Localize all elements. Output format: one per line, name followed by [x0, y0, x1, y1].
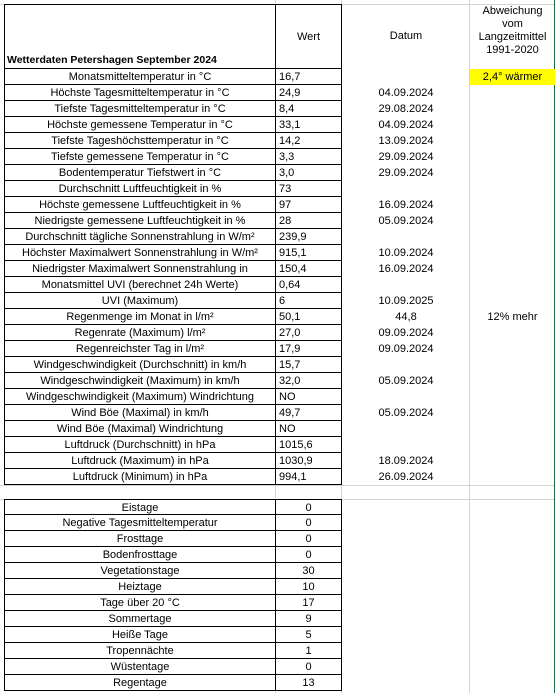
row-label[interactable]: Regenrate (Maximum) l/m²: [4, 325, 276, 341]
table-row: [4, 627, 342, 643]
row-value[interactable]: 32,0: [276, 373, 342, 389]
row-date[interactable]: 44,8: [395, 311, 417, 323]
table-row: [4, 149, 551, 165]
table-row: [4, 595, 342, 611]
row-date[interactable]: [342, 437, 470, 453]
row-label[interactable]: Luftdruck (Minimum) in hPa: [4, 469, 276, 485]
row-date[interactable]: 29.09.2024: [378, 167, 434, 179]
row-value[interactable]: 97: [276, 197, 342, 213]
table-row: [4, 675, 342, 691]
table-row: [4, 515, 342, 531]
header-wert[interactable]: Wert: [276, 4, 342, 69]
row-label[interactable]: Höchste gemessene Luftfeuchtigkeit in %: [4, 197, 276, 213]
row-deviation[interactable]: [470, 373, 555, 389]
row-label[interactable]: Luftdruck (Maximum) in hPa: [4, 453, 276, 469]
row-deviation[interactable]: [470, 357, 555, 373]
row-date[interactable]: [342, 389, 470, 405]
row-date[interactable]: [342, 69, 470, 85]
row-deviation[interactable]: [470, 101, 555, 117]
row-date[interactable]: 10.09.2025: [378, 295, 434, 307]
day-label[interactable]: Heiztage: [4, 579, 276, 595]
row-value[interactable]: 1015,6: [276, 437, 342, 453]
day-label[interactable]: Bodenfrosttage: [4, 547, 276, 563]
title-cell[interactable]: [4, 4, 276, 69]
table-row: [4, 421, 551, 437]
row-label[interactable]: Windgeschwindigkeit (Maximum) Windrichtung: [4, 389, 276, 405]
row-date[interactable]: 04.09.2024: [378, 87, 434, 99]
row-date[interactable]: 09.09.2024: [378, 327, 434, 339]
row-label[interactable]: Regenmenge im Monat in l/m²: [4, 309, 276, 325]
row-value[interactable]: 0,64: [276, 277, 342, 293]
row-deviation[interactable]: [470, 341, 555, 357]
row-label[interactable]: Durchschnitt tägliche Sonnenstrahlung in W/m²: [4, 229, 276, 245]
row-label[interactable]: Luftdruck (Durchschnitt) in hPa: [4, 437, 276, 453]
table-row: [4, 165, 551, 181]
row-date[interactable]: 29.08.2024: [378, 103, 434, 115]
row-label[interactable]: Durchschnitt Luftfeuchtigkeit in %: [4, 181, 276, 197]
day-value[interactable]: 9: [276, 611, 342, 627]
day-label[interactable]: Vegetationstage: [4, 563, 276, 579]
row-value[interactable]: 6: [276, 293, 342, 309]
row-value[interactable]: NO: [276, 389, 342, 405]
row-label[interactable]: Wind Böe (Maximal) Windrichtung: [4, 421, 276, 437]
table-row: [4, 101, 551, 117]
table-row: [4, 229, 551, 245]
row-label[interactable]: Monatsmitteltemperatur in °C: [4, 69, 276, 85]
table-row: [4, 373, 551, 389]
row-deviation[interactable]: [470, 405, 555, 421]
table-row: [4, 547, 342, 563]
day-value[interactable]: 1: [276, 643, 342, 659]
row-value[interactable]: 28: [276, 213, 342, 229]
row-value[interactable]: 1030,9: [276, 453, 342, 469]
row-label[interactable]: Wind Böe (Maximal) in km/h: [4, 405, 276, 421]
row-date[interactable]: 16.09.2024: [378, 199, 434, 211]
day-value[interactable]: 0: [276, 499, 342, 515]
row-value[interactable]: 3,3: [276, 149, 342, 165]
row-deviation[interactable]: 12% mehr: [487, 311, 538, 323]
day-value[interactable]: 0: [276, 515, 342, 531]
day-value[interactable]: 10: [276, 579, 342, 595]
header-datum[interactable]: Datum: [389, 30, 423, 42]
table-row: [4, 181, 551, 197]
day-value[interactable]: 17: [276, 595, 342, 611]
table-row: [4, 389, 551, 405]
row-value[interactable]: NO: [276, 421, 342, 437]
day-label[interactable]: Wüstentage: [4, 659, 276, 675]
row-deviation[interactable]: [470, 213, 555, 229]
row-deviation[interactable]: [470, 389, 555, 405]
row-deviation[interactable]: [470, 277, 555, 293]
row-date[interactable]: 05.09.2024: [378, 375, 434, 387]
table-row: [4, 341, 551, 357]
row-label[interactable]: Tiefste Tageshöchsttemperatur in °C: [4, 133, 276, 149]
row-value[interactable]: 15,7: [276, 357, 342, 373]
row-date[interactable]: 05.09.2024: [378, 407, 434, 419]
day-value[interactable]: 0: [276, 547, 342, 563]
row-value[interactable]: 150,4: [276, 261, 342, 277]
row-deviation[interactable]: [470, 181, 555, 197]
row-value[interactable]: 994,1: [276, 469, 342, 485]
row-deviation[interactable]: [470, 117, 555, 133]
row-label[interactable]: Niedrigste gemessene Luftfeuchtigkeit in %: [4, 213, 276, 229]
day-label[interactable]: Eistage: [4, 499, 276, 515]
row-date[interactable]: 10.09.2024: [378, 247, 434, 259]
row-deviation[interactable]: [470, 85, 555, 101]
row-value[interactable]: 3,0: [276, 165, 342, 181]
day-value[interactable]: 5: [276, 627, 342, 643]
row-value[interactable]: 27,0: [276, 325, 342, 341]
table-row: [4, 117, 551, 133]
table-row: [4, 643, 342, 659]
day-value[interactable]: 0: [276, 531, 342, 547]
row-date[interactable]: [342, 229, 470, 245]
day-label[interactable]: Frosttage: [4, 531, 276, 547]
table-row: [4, 213, 551, 229]
row-deviation[interactable]: [470, 133, 555, 149]
day-label[interactable]: Sommertage: [4, 611, 276, 627]
table-row: [4, 611, 342, 627]
table-row: [4, 197, 551, 213]
row-label[interactable]: Höchste Tagesmitteltemperatur in °C: [4, 85, 276, 101]
table-row: [4, 293, 551, 309]
row-date[interactable]: [342, 277, 470, 293]
row-deviation[interactable]: [470, 229, 555, 245]
row-date[interactable]: 09.09.2024: [378, 343, 434, 355]
row-date[interactable]: 26.09.2024: [378, 471, 434, 483]
table-row: [4, 405, 551, 421]
row-deviation[interactable]: [470, 165, 555, 181]
row-value[interactable]: 14,2: [276, 133, 342, 149]
row-label[interactable]: Höchste gemessene Temperatur in °C: [4, 117, 276, 133]
row-date[interactable]: 05.09.2024: [378, 215, 434, 227]
row-deviation[interactable]: [470, 197, 555, 213]
table-row: [4, 499, 342, 515]
day-value[interactable]: 13: [276, 675, 342, 691]
row-deviation[interactable]: [470, 293, 555, 309]
day-label[interactable]: Heiße Tage: [4, 627, 276, 643]
row-label[interactable]: Niedrigster Maximalwert Sonnenstrahlung in: [4, 261, 276, 277]
row-date[interactable]: 04.09.2024: [378, 119, 434, 131]
row-label[interactable]: Tiefste Tagesmitteltemperatur in °C: [4, 101, 276, 117]
row-label[interactable]: Regenreichster Tag in l/m²: [4, 341, 276, 357]
row-deviation[interactable]: [470, 245, 555, 261]
row-deviation[interactable]: [470, 453, 555, 469]
table-row: [4, 563, 342, 579]
row-value[interactable]: 50,1: [276, 309, 342, 325]
row-deviation[interactable]: [470, 149, 555, 165]
row-date[interactable]: [342, 421, 470, 437]
row-date[interactable]: 29.09.2024: [378, 151, 434, 163]
day-label[interactable]: Tropennächte: [4, 643, 276, 659]
table-row: [4, 261, 551, 277]
table-row: [4, 245, 551, 261]
row-value[interactable]: 24,9: [276, 85, 342, 101]
row-date[interactable]: [342, 357, 470, 373]
table-row: [4, 357, 551, 373]
table-row: [4, 85, 551, 101]
table-row: [4, 659, 342, 675]
table-row: [4, 453, 551, 469]
row-value[interactable]: 33,1: [276, 117, 342, 133]
row-label[interactable]: Windgeschwindigkeit (Maximum) in km/h: [4, 373, 276, 389]
row-label[interactable]: Monatsmittel UVI (berechnet 24h Werte): [4, 277, 276, 293]
row-date[interactable]: [342, 181, 470, 197]
row-value[interactable]: 8,4: [276, 101, 342, 117]
row-label[interactable]: Höchster Maximalwert Sonnenstrahlung in W/m²: [4, 245, 276, 261]
row-deviation[interactable]: [470, 469, 555, 485]
table-row: [4, 133, 551, 149]
row-value[interactable]: 915,1: [276, 245, 342, 261]
sheet-title: Wetterdaten Petershagen September 2024: [7, 54, 217, 66]
row-date[interactable]: 16.09.2024: [378, 263, 434, 275]
table-row: [4, 309, 551, 325]
table-row: [4, 531, 342, 547]
row-value[interactable]: 49,7: [276, 405, 342, 421]
day-label[interactable]: Negative Tagesmitteltemperatur: [4, 515, 276, 531]
row-deviation[interactable]: [470, 261, 555, 277]
row-deviation[interactable]: [470, 437, 555, 453]
day-label[interactable]: Regentage: [4, 675, 276, 691]
row-value[interactable]: 239,9: [276, 229, 342, 245]
table-row: [4, 325, 551, 341]
row-date[interactable]: 13.09.2024: [378, 135, 434, 147]
day-label[interactable]: Tage über 20 °C: [4, 595, 276, 611]
table-row: [4, 437, 551, 453]
row-label[interactable]: Bodentemperatur Tiefstwert in °C: [4, 165, 276, 181]
row-label[interactable]: UVI (Maximum): [4, 293, 276, 309]
day-value[interactable]: 30: [276, 563, 342, 579]
table-row: [4, 69, 551, 85]
row-deviation[interactable]: [470, 325, 555, 341]
row-value[interactable]: 16,7: [276, 69, 342, 85]
row-label[interactable]: Tiefste gemessene Temperatur in °C: [4, 149, 276, 165]
row-value[interactable]: 17,9: [276, 341, 342, 357]
day-value[interactable]: 0: [276, 659, 342, 675]
table-row: [4, 579, 342, 595]
row-deviation[interactable]: 2,4° wärmer: [470, 69, 555, 85]
table-header: [4, 4, 551, 69]
row-date[interactable]: 18.09.2024: [378, 455, 434, 467]
row-value[interactable]: 73: [276, 181, 342, 197]
row-deviation[interactable]: [470, 421, 555, 437]
table-row: [4, 469, 551, 485]
row-label[interactable]: Windgeschwindigkeit (Durchschnitt) in km/h: [4, 357, 276, 373]
table-row: [4, 277, 551, 293]
header-abweichung[interactable]: Abweichung vom Langzeitmittel 1991-2020: [478, 5, 547, 56]
